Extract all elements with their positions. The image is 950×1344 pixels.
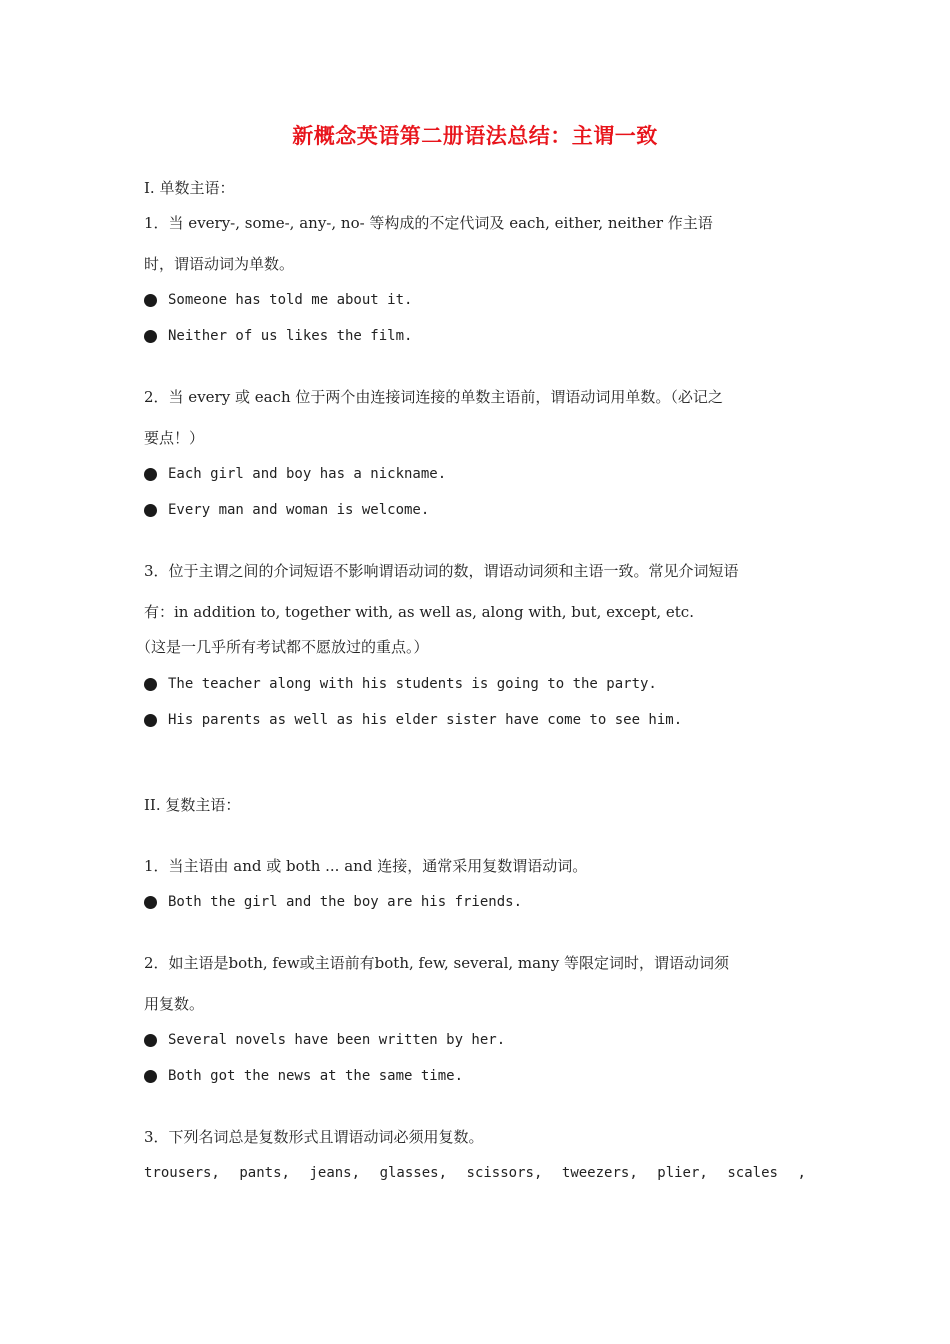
example-item bbox=[144, 290, 806, 310]
example-sentence: The teacher along with his students is going to the party. bbox=[168, 676, 657, 692]
plural-noun: trousers, bbox=[144, 1165, 220, 1181]
bullet-icon bbox=[144, 678, 157, 691]
section-heading-singular: I. 单数主语： bbox=[144, 179, 235, 197]
rule-paragraph: 1．当 every-, some-, any-, no- 等构成的不定代词及 each, either, neither 作主语 bbox=[144, 214, 713, 232]
example-sentence: Several novels have been written by her. bbox=[168, 1032, 506, 1048]
page-title: 新概念英语第二册语法总结：主谓一致 bbox=[292, 123, 658, 148]
plural-noun: tweezers, bbox=[561, 1165, 638, 1181]
example-sentence: His parents as well as his elder sister have come to see him. bbox=[168, 712, 683, 728]
rule-paragraph: 有：in addition to, together with, as well as, along with, but, except, etc. bbox=[144, 603, 694, 621]
section-heading-plural: II. 复数主语： bbox=[144, 796, 241, 814]
rule-paragraph: 时，谓语动词为单数。 bbox=[144, 255, 295, 273]
plural-noun: jeans, bbox=[309, 1165, 361, 1181]
bullet-icon bbox=[144, 1070, 157, 1083]
example-sentence: Neither of us likes the film. bbox=[168, 328, 413, 344]
rule-paragraph: 2．当 every 或 each 位于两个由连接词连接的单数主语前，谓语动词用单数。（必记之 bbox=[144, 388, 723, 406]
bullet-icon bbox=[144, 330, 157, 343]
example-item bbox=[144, 892, 806, 912]
example-item bbox=[144, 674, 806, 694]
rule-paragraph: 3．下列名词总是复数形式且谓语动词必须用复数。 bbox=[144, 1128, 484, 1146]
rule-note: （这是一几乎所有考试都不愿放过的重点。） bbox=[136, 638, 429, 656]
rule-paragraph: 用复数。 bbox=[144, 995, 205, 1013]
example-sentence: Each girl and boy has a nickname. bbox=[168, 466, 447, 482]
plural-noun: glasses, bbox=[379, 1165, 447, 1181]
bullet-icon bbox=[144, 714, 157, 727]
plural-noun: pants, bbox=[239, 1165, 290, 1181]
example-item bbox=[144, 1066, 806, 1086]
example-item bbox=[144, 326, 806, 346]
rule-paragraph: 1．当主语由 and 或 both ... and 连接，通常采用复数谓语动词。 bbox=[144, 857, 588, 875]
plural-noun-list bbox=[144, 1163, 806, 1183]
plural-noun: plier, bbox=[657, 1165, 708, 1181]
rule-paragraph: 3．位于主谓之间的介词短语不影响谓语动词的数，谓语动词须和主语一致。常见介词短语 bbox=[144, 562, 739, 580]
example-sentence: Every man and woman is welcome. bbox=[168, 502, 430, 518]
example-item bbox=[144, 1030, 806, 1050]
example-item bbox=[144, 464, 806, 484]
plural-noun: scales bbox=[727, 1165, 778, 1181]
example-sentence: Both got the news at the same time. bbox=[168, 1068, 464, 1084]
bullet-icon bbox=[144, 294, 157, 307]
rule-paragraph: 2．如主语是both, few或主语前有both, few, several, many 等限定词时，谓语动词须 bbox=[144, 954, 729, 972]
example-sentence: Someone has told me about it. bbox=[168, 292, 413, 308]
bullet-icon bbox=[144, 896, 157, 909]
bullet-icon bbox=[144, 1034, 157, 1047]
rule-paragraph: 要点！） bbox=[144, 429, 205, 447]
bullet-icon bbox=[144, 504, 157, 517]
example-item bbox=[144, 500, 806, 520]
example-sentence: Both the girl and the boy are his friends. bbox=[168, 894, 523, 910]
example-item bbox=[144, 710, 806, 730]
plural-noun: scissors, bbox=[466, 1165, 543, 1181]
plural-noun: , bbox=[797, 1165, 806, 1181]
bullet-icon bbox=[144, 468, 157, 481]
